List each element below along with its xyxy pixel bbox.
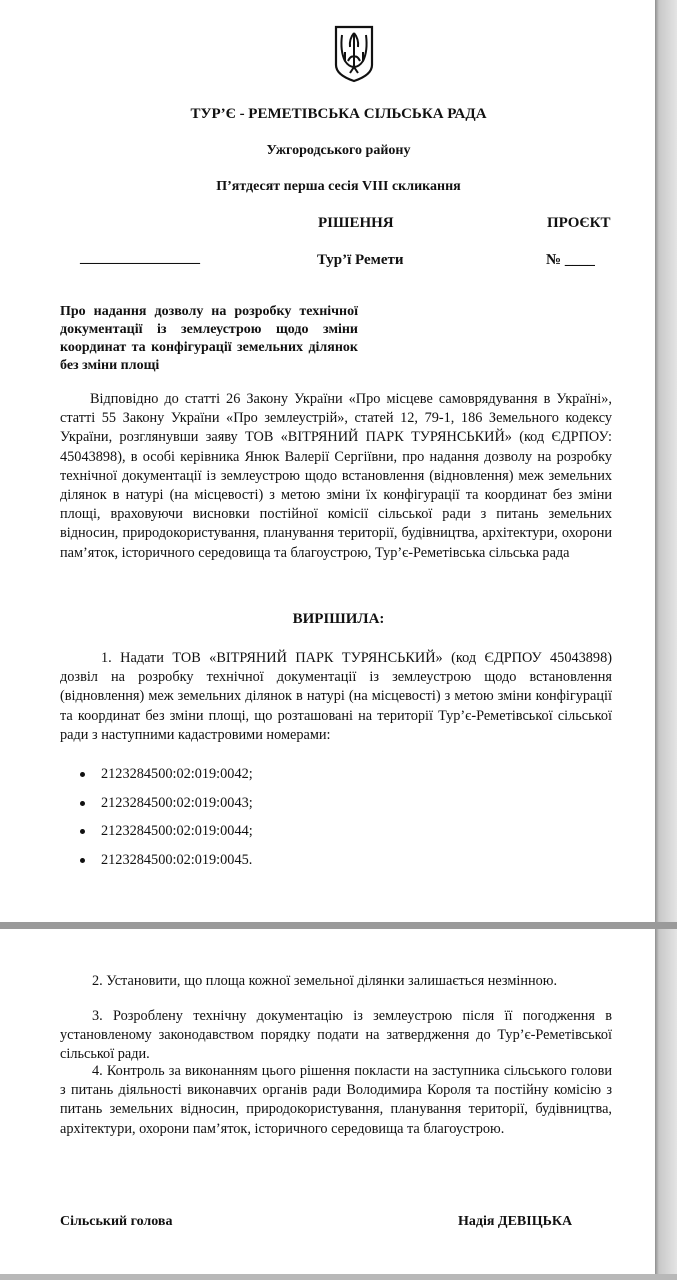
decision-label: РІШЕННЯ xyxy=(318,215,394,231)
cadastral-list xyxy=(60,765,612,879)
coat-of-arms-icon xyxy=(333,25,375,83)
list-item: 2123284500:02:019:0044; xyxy=(60,822,612,851)
bullet-icon xyxy=(80,801,85,806)
place-name: Тур’ї Ремети xyxy=(317,252,404,268)
bullet-icon xyxy=(80,772,85,777)
item-2: 2. Установити, що площа кожної земельної ділянки залишається незмінною. xyxy=(92,973,558,989)
list-item: 2123284500:02:019:0045. xyxy=(60,851,612,880)
draft-label: ПРОЄКТ xyxy=(547,215,611,231)
signature-name: Надія ДЕВІЦЬКА xyxy=(458,1214,573,1229)
bottom-edge-shadow xyxy=(0,1274,677,1280)
decision-subject: Про надання дозволу на розробку технічної документації із землеустрою щодо зміни координат та конфігурації земельних ділянок без зміни площі xyxy=(60,304,358,373)
page-gap xyxy=(0,922,677,929)
signature-title: Сільський голова xyxy=(60,1214,173,1229)
preamble-text: Відповідно до статті 26 Закону України «Про місцеве самоврядування в Україні», статті 55 Закону України «Про землеустрій», статей 12, 79-1, 186 Земельного кодексу України, розглянувши заяву ТОВ «ВІТРЯНИЙ ПАРК ТУРЯНСЬКИЙ» (код ЄДРПОУ: 45043898), в особі керівника Янюк Валерії Сергіївни, про надання дозволу на розробку технічної документації із землеустрою щодо встановлення (відновлення) меж земельних ділянок в натурі (на місцевості) з метою зміни їх конфігурації та координат без зміни площі, враховуючи висновки постійної комісії сільської ради з питань земельних відносин, природокористування, планування території, будівництва, архітектури, охорони пам’яток, історичного середовища та благоустрою, Тур’є-Реметівська сільська рада xyxy=(60,391,612,561)
district-name: Ужгородського району xyxy=(266,143,411,158)
item-1: 1. Надати ТОВ «ВІТРЯНИЙ ПАРК ТУРЯНСЬКИЙ» (код ЄДРПОУ 45043898) дозвіл на розробку технічної документації із землеустрою щодо встановлення (відновлення) меж земельних ділянок в натурі (на місцевості) з метою зміни конфігурації та координат без зміни площі, що розташовані на території Тур’є-Реметівської сільської ради з наступними кадастровими номерами: xyxy=(60,650,612,743)
list-item: 2123284500:02:019:0042; xyxy=(60,765,612,794)
decision-number: № ____ xyxy=(546,252,595,268)
item-3: 3. Розроблену технічну документацію із землеустрою після її погодження в установленому законодавством порядку подати на затвердження до Тур’є-Реметівської сільської ради. xyxy=(60,1008,612,1063)
bullet-icon xyxy=(80,858,85,863)
session-title: П’ятдесят перша сесія VIII скликання xyxy=(216,179,461,194)
date-blank: ________________ xyxy=(80,250,200,266)
bullet-icon xyxy=(80,829,85,834)
document-page-2 xyxy=(0,929,655,1274)
list-item: 2123284500:02:019:0043; xyxy=(60,794,612,823)
item-4: 4. Контроль за виконанням цього рішення покласти на заступника сільського голови з питань діяльності виконавчих органів ради Володимира Короля та постійну комісію з питань земельних відносин, природокористування, планування території, будівництва, архітектури, охорони пам’яток, історичного середовища та благоустрою. xyxy=(60,1063,612,1137)
resolved-heading: ВИРІШИЛА: xyxy=(292,611,385,627)
council-name: ТУР’Є - РЕМЕТІВСЬКА СІЛЬСЬКА РАДА xyxy=(190,106,487,122)
